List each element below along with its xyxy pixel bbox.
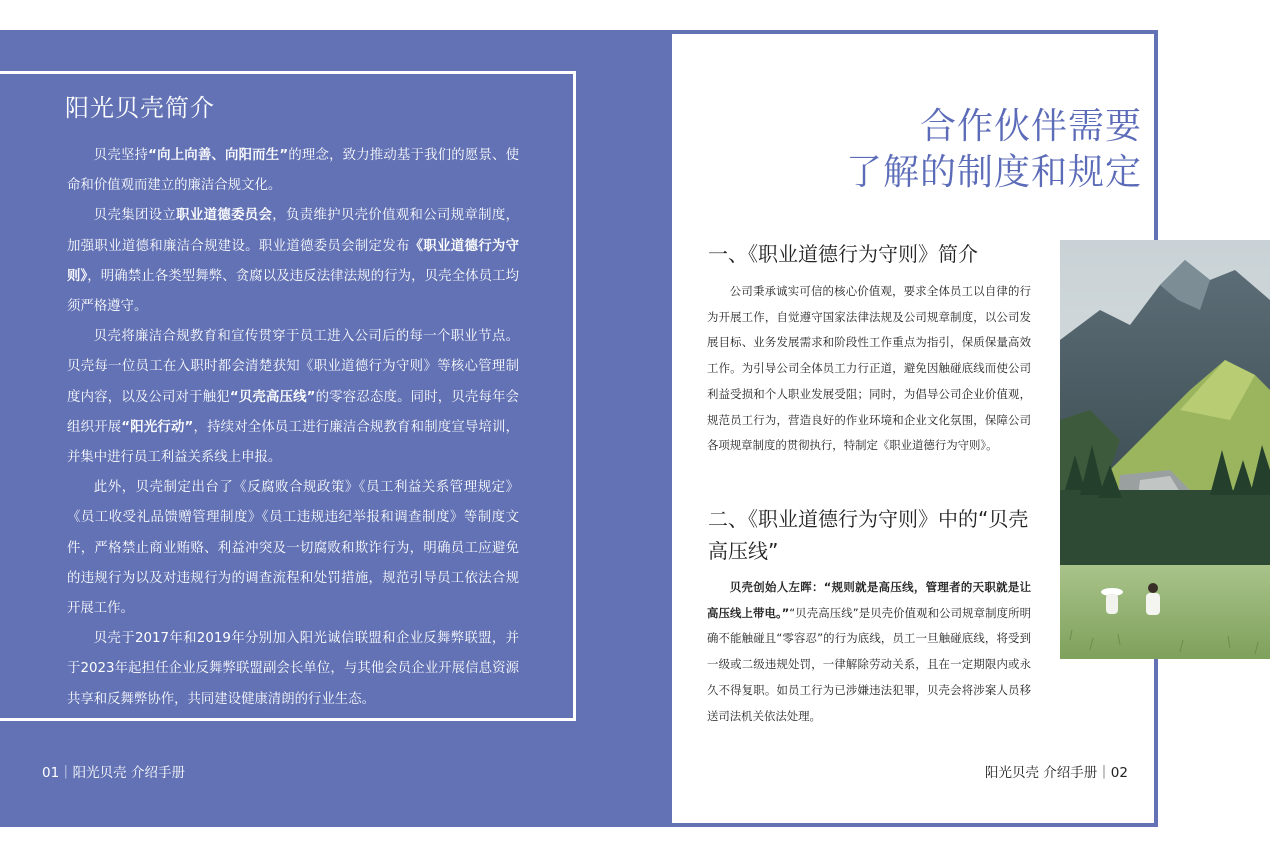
emphasis-text: 职业道德委员会 bbox=[176, 208, 273, 224]
body-text: 的零容忍态度。同时，贝壳每年会组织开展 bbox=[67, 389, 520, 435]
left-page-footer: 01｜阳光贝壳 介绍手册 bbox=[42, 765, 185, 781]
paragraph bbox=[707, 279, 1031, 459]
emphasis-text: 贝壳创始人左晖：“规则就是高压线，管理者的天职就是让高压线上带电。” bbox=[707, 580, 1031, 620]
paragraph bbox=[67, 322, 519, 473]
paragraph bbox=[67, 473, 519, 624]
body-text: 贝壳将廉洁合规教育和宣传贯穿于员工进入公司后的每一个职业节点。贝壳每一位员工在入职时都会清楚获知《职业道德行为守则》等核心管理制度内容，以及公司对于触犯 bbox=[67, 329, 519, 405]
body-text: “贝壳高压线”是贝壳价值观和公司规章制度所明确不能触碰且“零容忍”的行为底线，员工一旦触碰底线，将受到一级或二级违规处罚，一律解除劳动关系，且在一定期限内或永久不得复职。如员工行为已涉嫌违法犯罪，贝壳会将涉案人员移送司法机关依法处理。 bbox=[707, 605, 1031, 723]
body-text: 此外，贝壳制定出台了《反腐败合规政策》《员工利益关系管理规定》《员工收受礼品馈赠管理制度》《员工违规违纪举报和调查制度》等制度文件，严格禁止商业贿赂、利益冲突及一切腐败和欺诈行为，明确员工应避免的违规行为以及对违规行为的调查流程和处罚措施，规范引导员工依法合规开展工作。 bbox=[67, 480, 519, 617]
section1-heading: 一、《职业道德行为守则》简介 bbox=[708, 242, 978, 266]
section2-body bbox=[707, 575, 1031, 729]
right-page-title bbox=[846, 104, 1142, 196]
emphasis-text: “向上向善、向阳而生” bbox=[148, 148, 289, 163]
emphasis-text: “阳光行动” bbox=[121, 419, 194, 435]
mountain-landscape-photo bbox=[1060, 240, 1270, 659]
body-text: 贝壳于2017年和2019年分别加入阳光诚信联盟和企业反舞弊联盟，并于2023年起担任企业反舞弊联盟副会长单位，与其他会员企业开展信息资源共享和反舞弊协作，共同建设健康清朗的行业生态。 bbox=[67, 631, 519, 707]
right-page-footer: 阳光贝壳 介绍手册｜02 bbox=[985, 765, 1128, 781]
right-title-line2: 了解的制度和规定 bbox=[845, 152, 1142, 193]
body-text: 贝壳集团设立 bbox=[93, 208, 177, 224]
paragraph bbox=[67, 201, 519, 322]
body-text: 贝壳坚持 bbox=[93, 148, 149, 163]
body-text: 的理念，致力推动基于我们的愿景、使命和价值观而建立的廉洁合规文化。 bbox=[67, 148, 520, 194]
left-page-title: 阳光贝壳简介 bbox=[65, 94, 215, 122]
right-title-line1: 合作伙伴需要 bbox=[919, 106, 1142, 147]
section2-heading: 二、《职业道德行为守则》中的“贝壳高压线” bbox=[708, 507, 1029, 563]
paragraph bbox=[707, 575, 1031, 729]
body-text: ，明确禁止各类型舞弊、贪腐以及违反法律法规的行为，贝壳全体员工均须严格遵守。 bbox=[67, 268, 519, 315]
paragraph bbox=[67, 624, 519, 715]
paragraph bbox=[67, 141, 519, 201]
section1-body bbox=[707, 279, 1031, 459]
emphasis-text: “贝壳高压线” bbox=[229, 389, 316, 405]
body-text: ，负责维护贝壳价值观和公司规章制度，加强职业道德和廉洁合规建设。职业道德委员会制定发布 bbox=[67, 208, 520, 254]
left-page-body bbox=[67, 141, 519, 715]
emphasis-text: 《职业道德行为守则》 bbox=[67, 238, 520, 284]
body-text: ，持续对全体员工进行廉洁合规教育和制度宣导培训，并集中进行员工利益关系线上申报。 bbox=[67, 419, 520, 466]
body-text: 公司秉承诚实可信的核心价值观，要求全体员工以自律的行为开展工作，自觉遵守国家法律法规及公司规章制度，以公司发展目标、业务发展需求和阶段性工作重点为指引，保质保量高效工作。为引导公司全体员工力行正道，避免因触碰底线而使公司利益受损和个人职业发展受阻；同时，为倡导公司企业价值观，规范员工行为，营造良好的作业环境和企业文化氛围，保障公司各项规章制度的贯彻执行，特制定《职业道德行为守则》。 bbox=[707, 284, 1031, 453]
